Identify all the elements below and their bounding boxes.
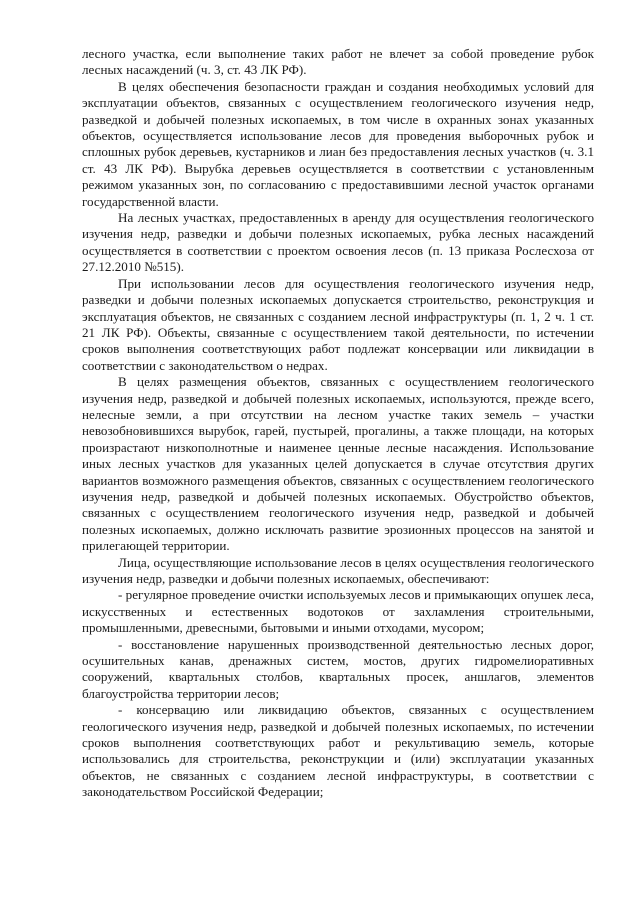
- document-page: [82, 46, 594, 801]
- paragraph-6: Лица, осуществляющие использование лесов в целях осуществления геологического изучения недр, разведки и добычи полезных ископаемых, обеспечивают:: [82, 554, 594, 586]
- paragraph-5: В целях размещения объектов, связанных с осуществлением геологического изучения недр, разведкой и добычей полезных ископаемых, используются, прежде всего, нелесные земли, а при отсутствии на лесном участке таких земель – участки невозобновившихся вырубок, гарей, пустырей, прогалины, а также площади, на которых произрастают низкополнотные и наименее ценные лесные насаждения. Использование иных лесных участков для указанных целей допускается в случае отсутствия других вариантов возможного размещения объектов, связанных с осуществлением геологического изучения недр, разведкой и добычей полезных ископаемых. Обустройство объектов, связанных с осуществлением геологического изучения недр, разведкой и добычей полезных ископаемых, должно исключать развитие эрозионных процессов на занятой и прилегающей территории.: [82, 374, 594, 554]
- paragraph-3: На лесных участках, предоставленных в аренду для осуществления геологического изучения недр, разведки и добычи полезных ископаемых, рубка лесных насаждений осуществляется в соответствии с проектом освоения лесов (п. 13 приказа Рослесхоза от 27.12.2010 №515).: [82, 210, 594, 275]
- list-item-conservation: - консервацию или ликвидацию объектов, связанных с осуществлением геологического изучения недр, разведкой и добычей полезных ископаемых, по истечении сроков выполнения соответствующих работ и рекультивацию земель, которые использовались для строительства, реконструкции и (или) эксплуатации указанных объектов, не связанных с созданием лесной инфраструктуры, в соответствии с законодательством Российской Федерации;: [82, 702, 594, 800]
- list-item-cleaning: - регулярное проведение очистки используемых лесов и примыкающих опушек леса, искусственных и естественных водотоков от захламления строительными, промышленными, древесными, бытовыми и иными отходами, мусором;: [82, 587, 594, 636]
- paragraph-4: При использовании лесов для осуществления геологического изучения недр, разведки и добычи полезных ископаемых допускается строительство, реконструкция и эксплуатация объектов, не связанных с созданием лесной инфраструктуры (п. 1, 2 ч. 1 ст. 21 ЛК РФ). Объекты, связанные с осуществлением такой деятельности, по истечении сроков выполнения соответствующих работ подлежат консервации или ликвидации в соответствии с законодательством о недрах.: [82, 275, 594, 373]
- paragraph-2: В целях обеспечения безопасности граждан и создания необходимых условий для эксплуатации объектов, связанных с осуществлением геологического изучения недр, разведкой и добычей полезных ископаемых, в том числе в охранных зонах указанных объектов, осуществляется использование лесов для проведения выборочных рубок и сплошных рубок деревьев, кустарников и лиан без предоставления лесных участков (ч. 3.1 ст. 43 ЛК РФ). Вырубка деревьев осуществляется в соответствии с установленным режимом указанных зон, по согласованию с предоставившими лесной участок органами государственной власти.: [82, 78, 594, 209]
- list-item-restoration: - восстановление нарушенных производственной деятельностью лесных дорог, осушительных канав, дренажных систем, мостов, других гидромелиоративных сооружений, квартальных столбов, квартальных просек, аншлагов, элементов благоустройства территории лесов;: [82, 636, 594, 701]
- paragraph-1: лесного участка, если выполнение таких работ не влечет за собой проведение рубок лесных насаждений (ч. 3, ст. 43 ЛК РФ).: [82, 46, 594, 78]
